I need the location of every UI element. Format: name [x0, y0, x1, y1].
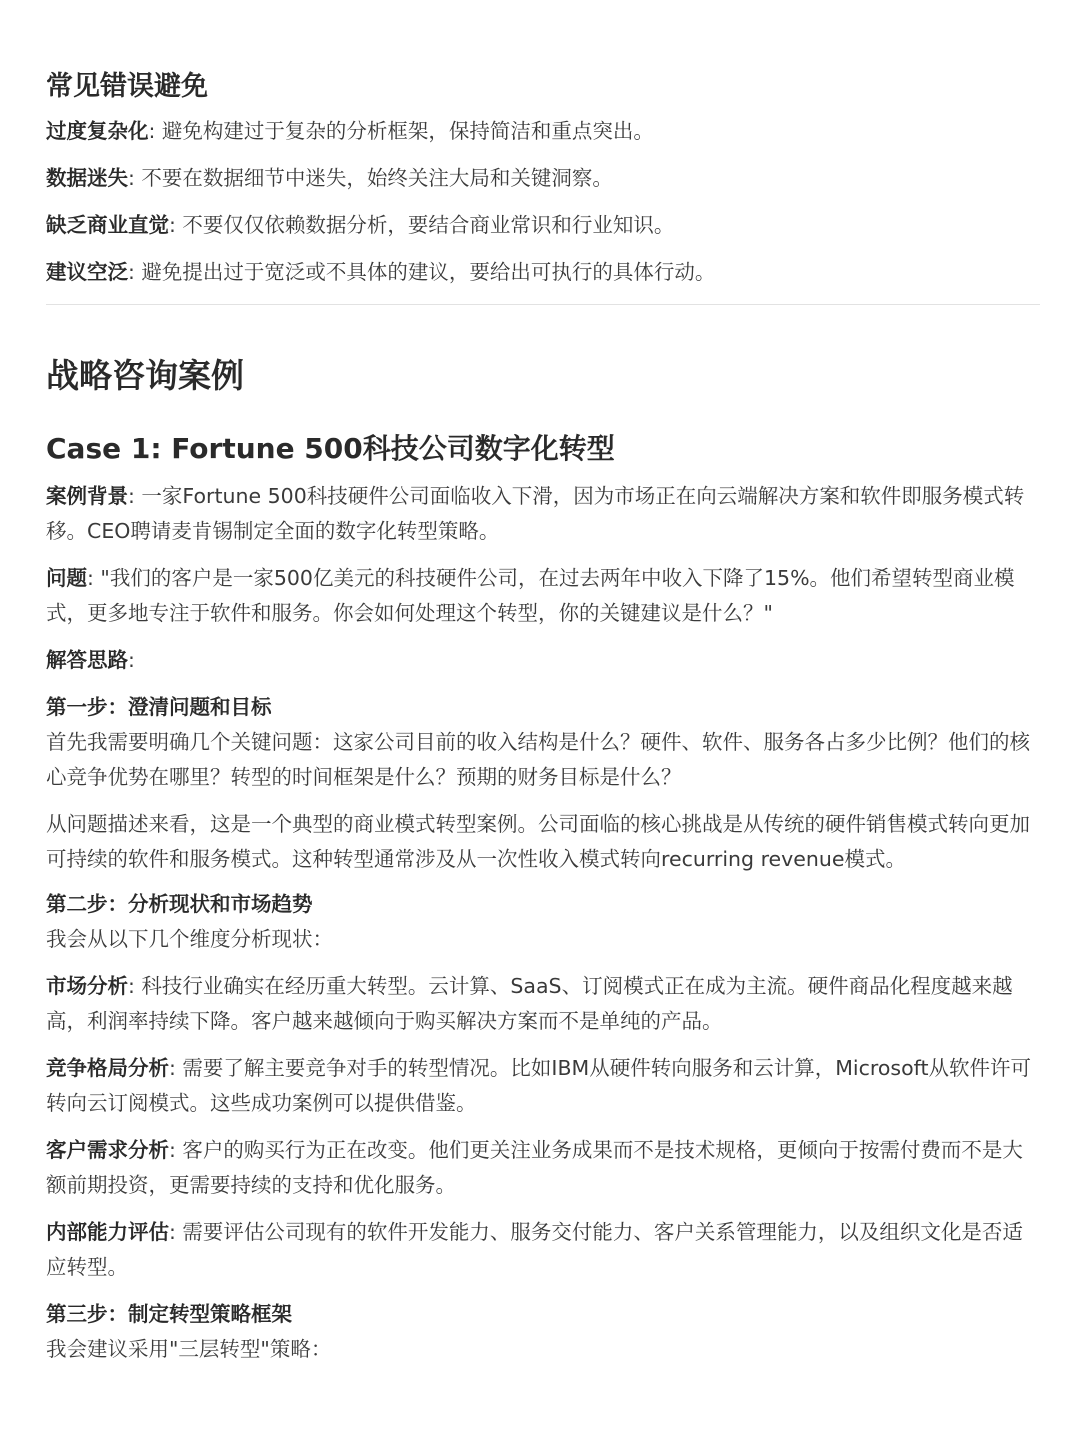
mistake-item: [46, 255, 1040, 290]
analysis-term: 竞争格局分析: [46, 1056, 169, 1080]
analysis-item: [46, 1133, 1040, 1203]
mistake-text: : 不要仅仅依赖数据分析，要结合商业常识和行业知识。: [169, 213, 675, 237]
approach-term: 解答思路: [46, 648, 128, 672]
case-background: [46, 479, 1040, 549]
background-term: 案例背景: [46, 484, 128, 508]
mistake-text: : 不要在数据细节中迷失，始终关注大局和关键洞察。: [128, 166, 613, 190]
step2-intro: 我会从以下几个维度分析现状：: [46, 927, 333, 951]
analysis-item: [46, 1051, 1040, 1121]
mistake-item: [46, 208, 1040, 243]
approach-colon: :: [128, 648, 135, 672]
approach-label: [46, 643, 1040, 678]
mistake-item: [46, 114, 1040, 149]
step3-intro: 我会建议采用"三层转型"策略：: [46, 1337, 332, 1361]
section-title: 战略咨询案例: [46, 356, 244, 395]
mistake-term: 建议空泛: [46, 260, 128, 284]
analysis-item: [46, 969, 1040, 1039]
case-title: Case 1: Fortune 500科技公司数字化转型: [46, 432, 615, 465]
analysis-text: : 科技行业确实在经历重大转型。云计算、SaaS、订阅模式正在成为主流。硬件商品化程度越来越高，利润率持续下降。客户越来越倾向于购买解决方案而不是单纯的产品。: [46, 974, 1013, 1033]
step1-paragraph-2: 从问题描述来看，这是一个典型的商业模式转型案例。公司面临的核心挑战是从传统的硬件销售模式转向更加可持续的软件和服务模式。这种转型通常涉及从一次性收入模式转向recurring revenue模式。: [46, 812, 1030, 871]
step2-title: 第二步：分析现状和市场趋势: [46, 892, 313, 916]
mistake-text: : 避免构建过于复杂的分析框架，保持简洁和重点突出。: [148, 119, 654, 143]
mistake-term: 过度复杂化: [46, 119, 149, 143]
analysis-text: : 需要评估公司现有的软件开发能力、服务交付能力、客户关系管理能力，以及组织文化是否适应转型。: [46, 1220, 1023, 1279]
mistake-item: [46, 161, 1040, 196]
mistake-text: : 避免提出过于宽泛或不具体的建议，要给出可执行的具体行动。: [128, 260, 716, 284]
analysis-item: [46, 1215, 1040, 1285]
background-text: : 一家Fortune 500科技硬件公司面临收入下滑，因为市场正在向云端解决方案和软件即服务模式转移。CEO聘请麦肯锡制定全面的数字化转型策略。: [46, 484, 1025, 543]
step1-paragraph-1: 首先我需要明确几个关键问题：这家公司目前的收入结构是什么？硬件、软件、服务各占多少比例？他们的核心竞争优势在哪里？转型的时间框架是什么？预期的财务目标是什么？: [46, 730, 1030, 789]
step1-title: 第一步：澄清问题和目标: [46, 695, 272, 719]
analysis-term: 客户需求分析: [46, 1138, 169, 1162]
analysis-text: : 需要了解主要竞争对手的转型情况。比如IBM从硬件转向服务和云计算，Microsoft从软件许可转向云订阅模式。这些成功案例可以提供借鉴。: [46, 1056, 1032, 1115]
mistake-term: 数据迷失: [46, 166, 128, 190]
mistake-term: 缺乏商业直觉: [46, 213, 169, 237]
analysis-text: : 客户的购买行为正在改变。他们更关注业务成果而不是技术规格，更倾向于按需付费而不是大额前期投资，更需要持续的支持和优化服务。: [46, 1138, 1023, 1197]
analysis-term: 内部能力评估: [46, 1220, 169, 1244]
analysis-term: 市场分析: [46, 974, 128, 998]
step3-title: 第三步：制定转型策略框架: [46, 1302, 292, 1326]
question-term: 问题: [46, 566, 87, 590]
question-text: : "我们的客户是一家500亿美元的科技硬件公司，在过去两年中收入下降了15%。他们希望转型商业模式，更多地专注于软件和服务。你会如何处理这个转型，你的关键建议是什么？": [46, 566, 1015, 625]
mistakes-heading: 常见错误避免: [46, 71, 208, 102]
case-question: [46, 561, 1040, 631]
